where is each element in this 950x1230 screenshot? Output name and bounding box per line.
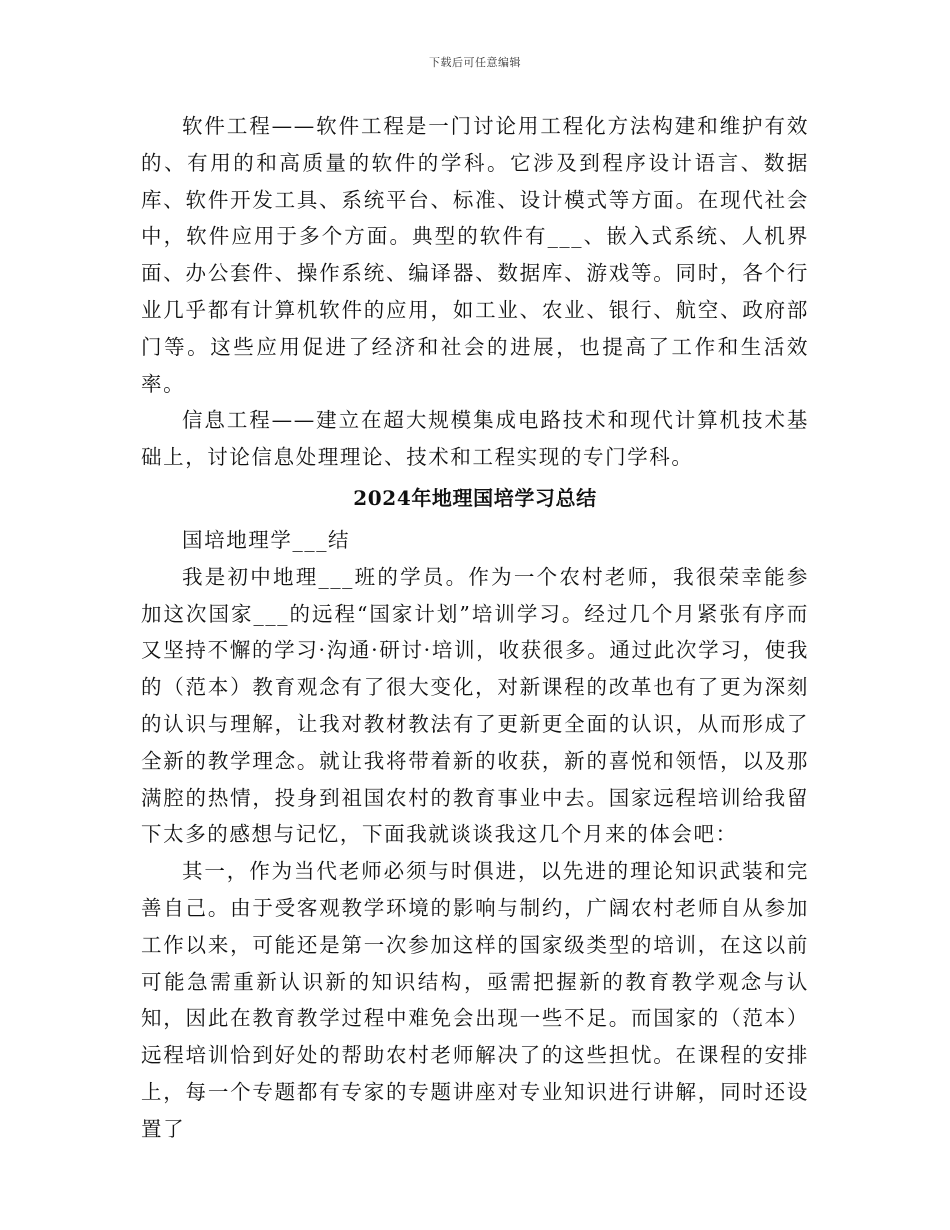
paragraph-subtitle: 国培地理学___结 <box>182 527 351 552</box>
paragraph-introduction: 我是初中地理___班的学员。作为一个农村老师，我很荣幸能参加这次国家___的远程“国家计划”培训学习。经过几个月紧张有序而又坚持不懈的学习·沟通·研讨·培训，收获很多。通过此次学习，使我的（范本）教育观念有了很大变化，对新课程的改革也有了更为深刻的认识与理解，让我对教材教法有了更新更全面的认识，从而形成了全新的教学理念。就让我将带着新的收获，新的喜悦和领悟，以及那满腔的热情，投身到祖国农村的教育事业中去。国家远程培训给我留下太多的感想与记忆，下面我就谈谈我这几个月来的体会吧： <box>141 564 809 847</box>
document-body <box>141 108 809 1148</box>
paragraph-first-point: 其一，作为当代老师必须与时俱进，以先进的理论知识武装和完善自己。由于受客观教学环境的影响与制约，广阔农村老师自从参加工作以来，可能还是第一次参加这样的国家级类型的培训，在这以前可能急需重新认识新的知识结构，亟需把握新的教育教学观念与认知，因此在教育教学过程中难免会出现一些不足。而国家的（范本）远程培训恰到好处的帮助农村老师解决了的这些担忧。在课程的安排上，每一个专题都有专家的专题讲座对专业知识进行讲解，同时还设置了 <box>141 859 809 1141</box>
page-header-note: 下载后可任意编辑 <box>429 56 521 69</box>
paragraph-information-engineering: 信息工程——建立在超大规模集成电路技术和现代计算机技术基础上，讨论信息处理理论、技术和工程实现的专门学科。 <box>141 408 809 470</box>
article-title: 2024年地理国培学习总结 <box>353 485 597 510</box>
paragraph-software-engineering: 软件工程——软件工程是一门讨论用工程化方法构建和维护有效的、有用的和高质量的软件的学科。它涉及到程序设计语言、数据库、软件开发工具、系统平台、标准、设计模式等方面。在现代社会中，软件应用于多个方面。典型的软件有___、嵌入式系统、人机界面、办公套件、操作系统、编译器、数据库、游戏等。同时，各个行业几乎都有计算机软件的应用，如工业、农业、银行、航空、政府部门等。这些应用促进了经济和社会的进展，也提高了工作和生活效率。 <box>141 114 809 396</box>
